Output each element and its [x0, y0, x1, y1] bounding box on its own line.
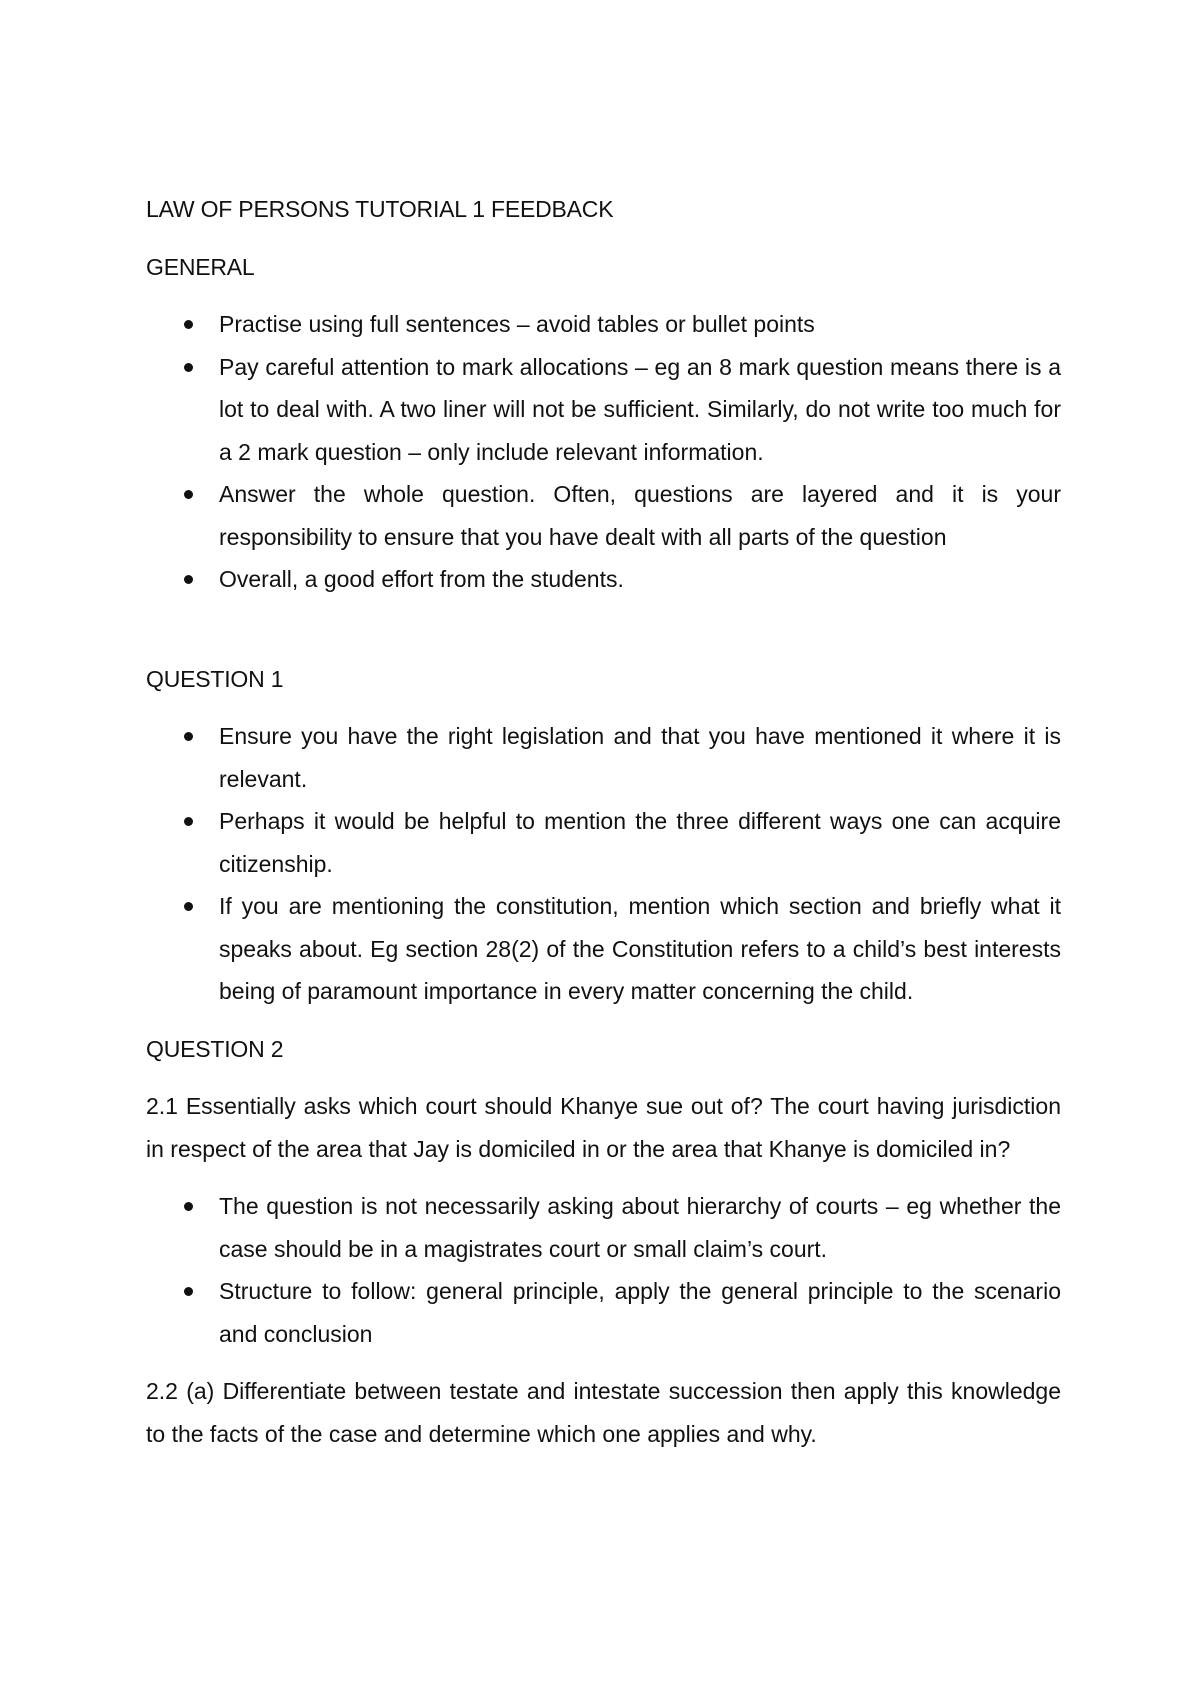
question-2-bullet-list [146, 1185, 1061, 1355]
list-item-text: Answer the whole question. Often, questions are layered and it is your responsibility to ensure that you have dealt with all parts of the question [219, 481, 1061, 550]
list-item [146, 885, 1061, 1013]
document-page [146, 188, 1061, 1470]
bullet-icon [184, 902, 193, 911]
list-item-text: Structure to follow: general principle, apply the general principle to the scenario and conclusion [219, 1278, 1061, 1347]
bullet-icon [184, 732, 193, 741]
bullet-icon [184, 575, 193, 584]
list-item [146, 303, 1061, 346]
question-1-bullet-list [146, 715, 1061, 1013]
question-2-2a-paragraph: 2.2 (a) Differentiate between testate and intestate succession then apply this knowledge to the facts of the case and determine which one applies and why. [146, 1378, 1061, 1447]
bullet-icon [184, 817, 193, 826]
list-item [146, 346, 1061, 474]
list-item-text: Pay careful attention to mark allocations – eg an 8 mark question means there is a lot to deal with. A two liner will not be sufficient. Similarly, do not write too much for a 2 mark question – only include relevant information. [219, 353, 1061, 465]
document-title: LAW OF PERSONS TUTORIAL 1 FEEDBACK [146, 196, 614, 222]
bullet-icon [184, 363, 193, 372]
list-item-text: The question is not necessarily asking about hierarchy of courts – eg whether the case should be in a magistrates court or small claim’s court. [219, 1193, 1061, 1262]
bullet-icon [184, 490, 193, 499]
list-item-text: If you are mentioning the constitution, mention which section and briefly what it speaks about. Eg section 28(2) of the Constitution refers to a child’s best interests being of paramount importance in every matter concerning the child. [219, 893, 1061, 1004]
section-heading-question-2: QUESTION 2 [146, 1035, 284, 1062]
bullet-icon [184, 320, 193, 329]
section-heading-question-1: QUESTION 1 [146, 665, 284, 692]
list-item [146, 558, 1061, 601]
list-item [146, 1270, 1061, 1355]
question-2-1-paragraph: 2.1 Essentially asks which court should Khanye sue out of? The court having jurisdiction in respect of the area that Jay is domiciled in or the area that Khanye is domiciled in? [146, 1093, 1061, 1162]
general-bullet-list [146, 303, 1061, 601]
list-item [146, 473, 1061, 558]
bullet-icon [184, 1287, 193, 1296]
list-item [146, 1185, 1061, 1270]
section-heading-general: GENERAL [146, 253, 255, 280]
spacer [146, 616, 1061, 658]
list-item-text: Practise using full sentences – avoid tables or bullet points [219, 311, 815, 337]
list-item [146, 715, 1061, 800]
list-item-text: Ensure you have the right legislation and that you have mentioned it where it is relevant. [219, 723, 1061, 792]
bullet-icon [184, 1202, 193, 1211]
list-item-text: Perhaps it would be helpful to mention the three different ways one can acquire citizenship. [219, 808, 1061, 877]
list-item-text: Overall, a good effort from the students. [219, 566, 624, 592]
list-item [146, 800, 1061, 885]
